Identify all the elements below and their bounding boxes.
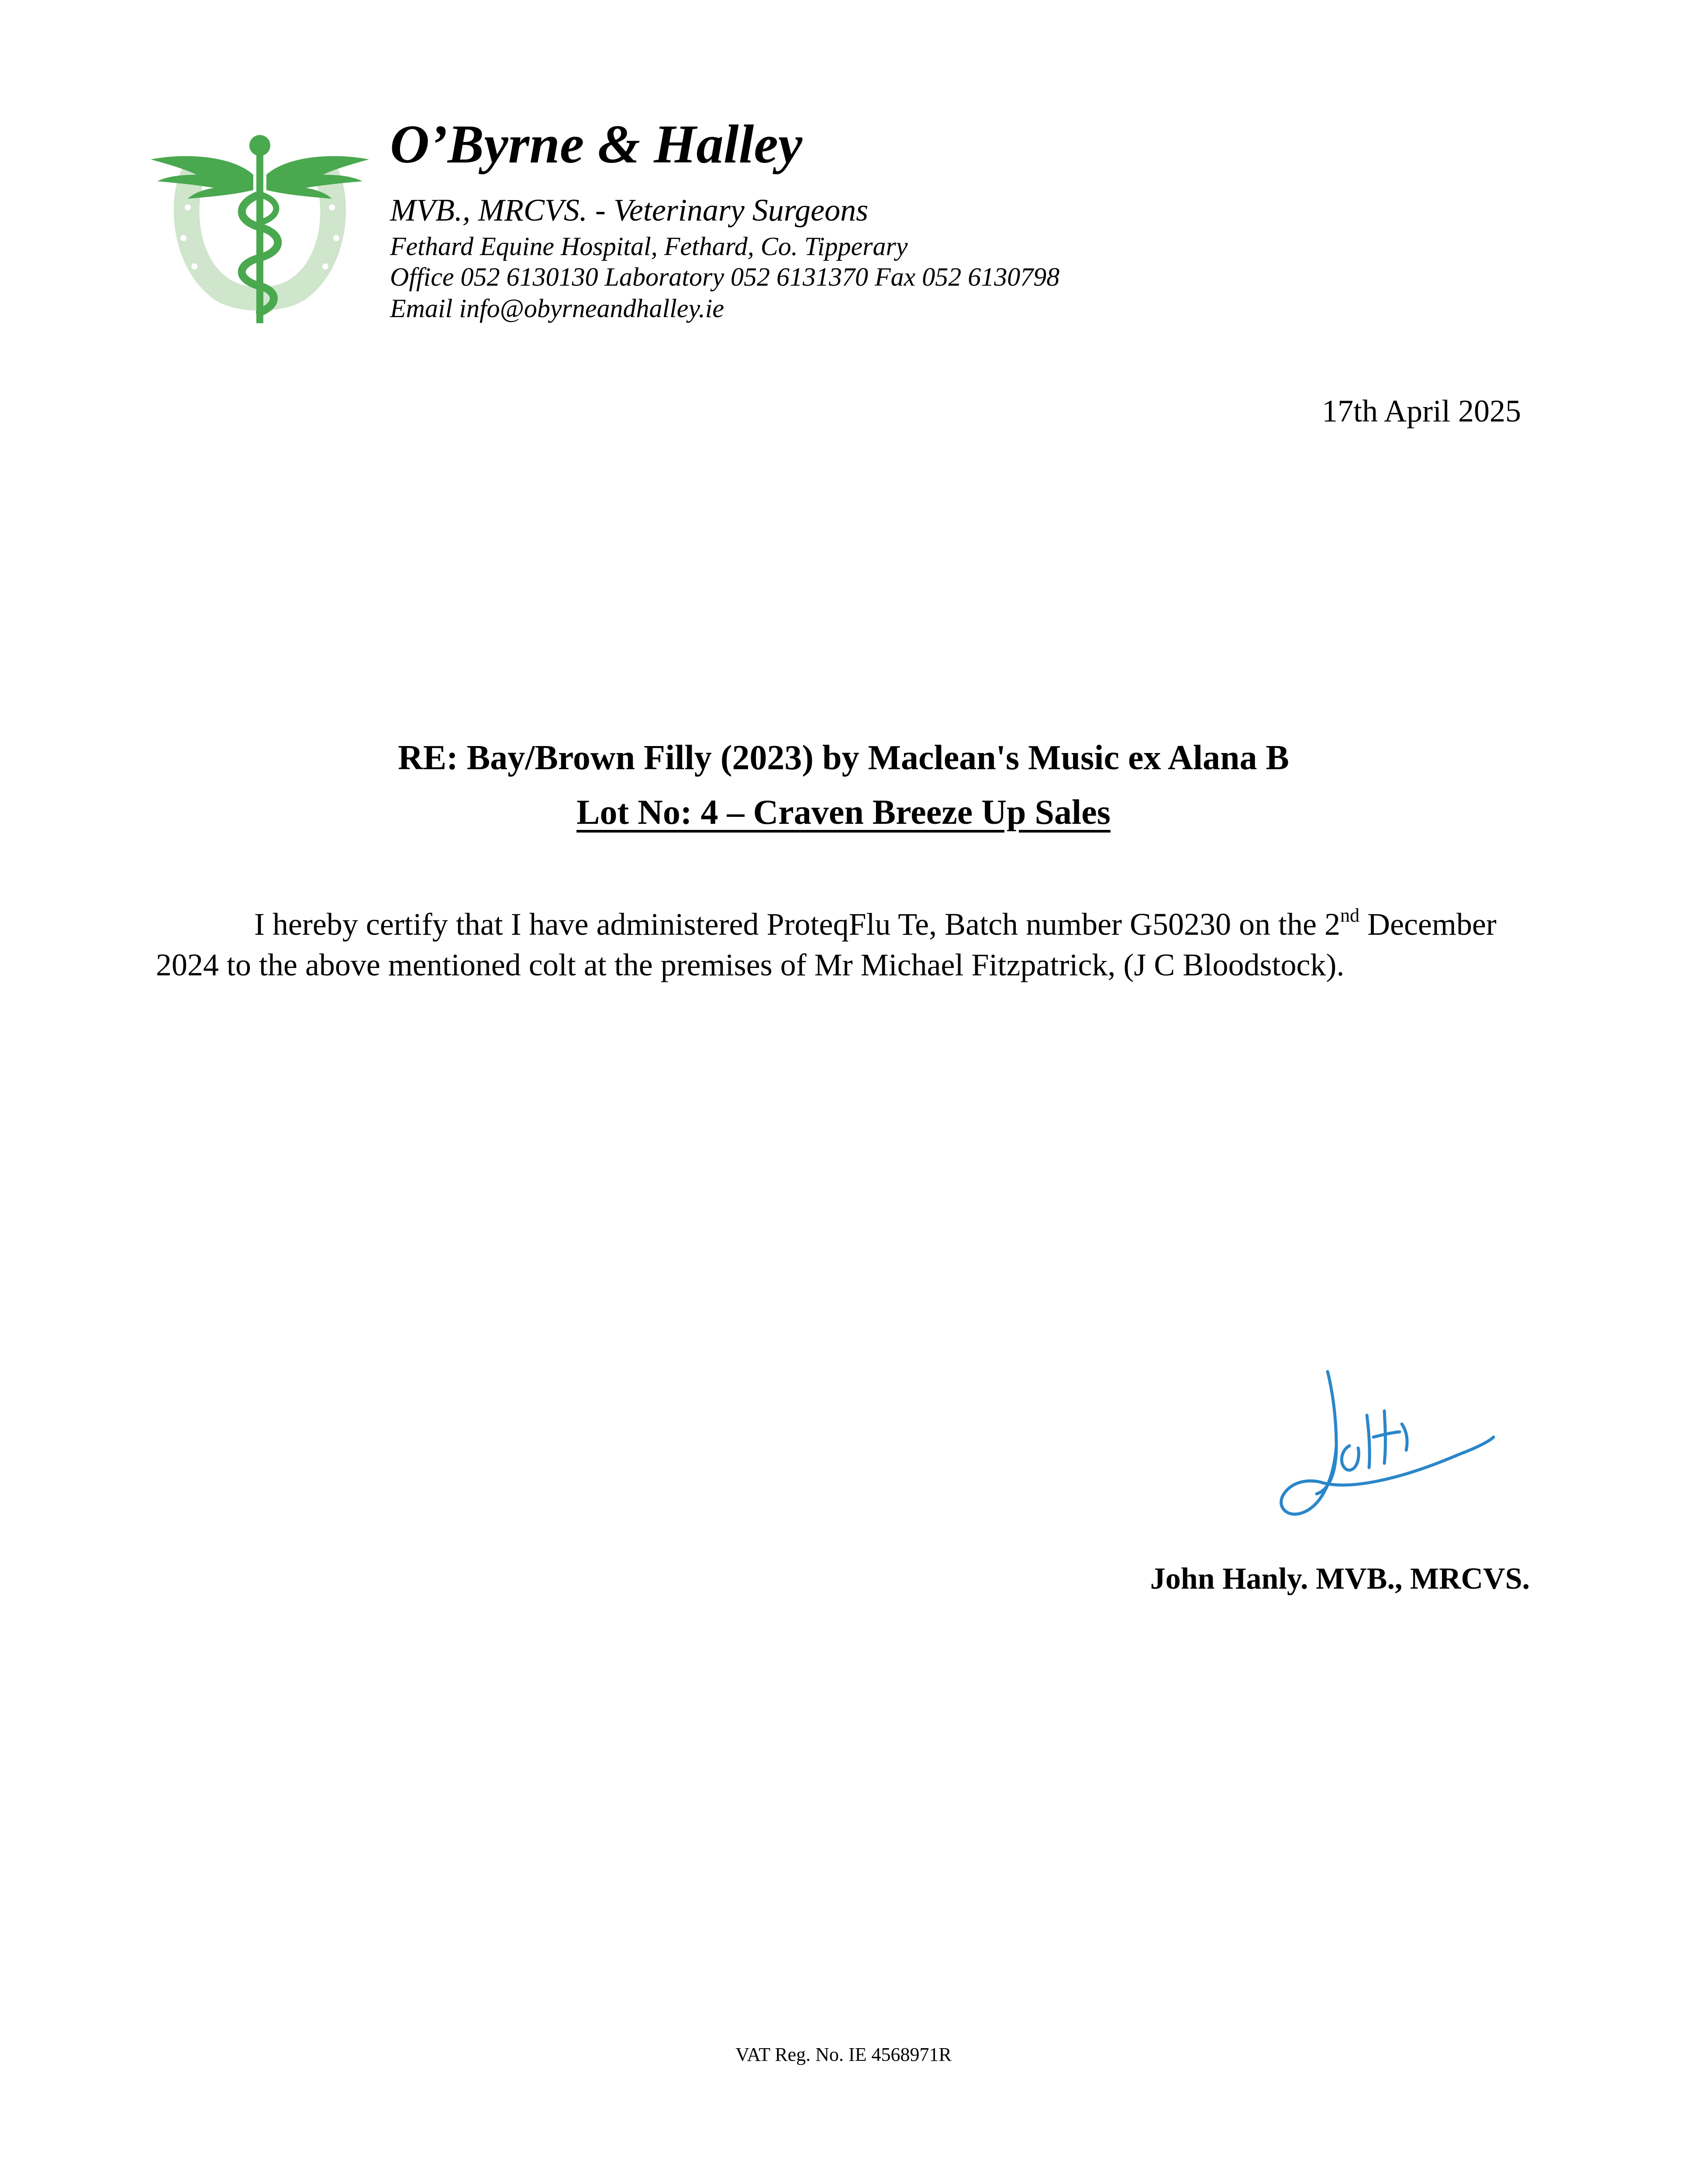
firm-address: Fethard Equine Hospital, Fethard, Co. Tipperary (390, 232, 908, 261)
firm-name: O’Byrne & Halley (390, 114, 803, 175)
body-text-part2: December 2024 to the above mentioned colt at the premises of Mr Michael Fitzpatrick, (J C Bloodstock). (156, 907, 1497, 982)
lot-line (0, 793, 1687, 833)
ordinal-superscript: nd (1340, 905, 1359, 926)
certification-paragraph (156, 904, 1553, 985)
lot-line-text: Lot No: 4 – Craven Breeze Up Sales (576, 793, 1111, 832)
signatory-name: John Hanly. MVB., MRCVS. (1150, 1562, 1530, 1596)
firm-email: Email info@obyrneandhalley.ie (390, 294, 724, 323)
re-subject-line: RE: Bay/Brown Filly (2023) by Maclean's Music ex Alana B (398, 739, 1289, 777)
body-text-part1: I hereby certify that I have administered ProteqFlu Te, Batch number G50230 on the 2 (254, 907, 1340, 942)
firm-phone-numbers: Office 052 6130130 Laboratory 052 6131370 Fax 052 6130798 (390, 263, 1060, 291)
caduceus-logo-icon (148, 133, 371, 325)
vat-registration: VAT Reg. No. IE 4568971R (735, 2044, 952, 2065)
letter-date: 17th April 2025 (1321, 394, 1521, 429)
handwritten-signature (1275, 1363, 1520, 1555)
firm-qualifications: MVB., MRCVS. - Veterinary Surgeons (390, 193, 869, 228)
